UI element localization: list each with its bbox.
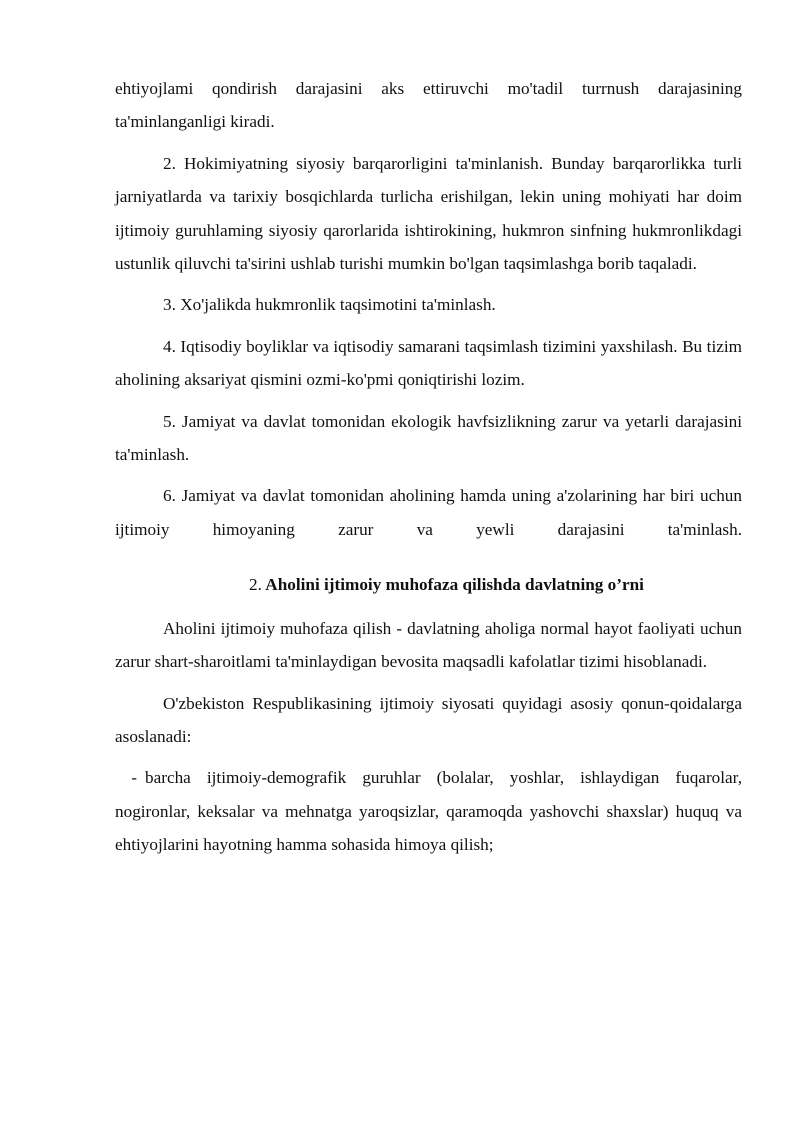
paragraph-definition: Aholini ijtimoiy muhofaza qilish - davlatning aholiga normal hayot faoliyati uchun zarur shart-sharoitlami ta'minlaydigan bevosita maqsadli kafolatlar tizimi hisoblanadi. <box>115 618 742 672</box>
section-heading-number: 2. <box>249 575 262 595</box>
list-item-economic-power: 3. Xo'jalikda hukmronlik taqsimotini ta'minlash. <box>163 295 496 315</box>
dash-list-item <box>115 761 742 861</box>
list-item-wealth-distribution: 4. Iqtisodiy boyliklar va iqtisodiy samarani taqsimlash tizimini yaxshilash. Bu tizim aholining aksariyat qismini ozmi-ko'pmi qoniqtirishi lozim. <box>115 336 742 390</box>
document-page <box>115 72 742 870</box>
paragraph-policy: O'zbekiston Respublikasining ijtimoiy siyosati quyidagi asosiy qonun-qoidalarga asoslanadi: <box>115 693 742 746</box>
section-heading <box>115 568 742 601</box>
paragraph-continued: ehtiyojlami qondirish darajasini aks ettiruvchi mo'tadil turrnush darajasining ta'minlanganligi kiradi. <box>115 79 742 132</box>
list-item-social-protection: 6. Jamiyat va davlat tomonidan aholining hamda uning a'zolarining har biri uchun ijtimoiy himoyaning zarur va yewli darajasini ta'minlash. <box>115 486 742 539</box>
dash-list-item-text: barcha ijtimoiy-demografik guruhlar (bolalar, yoshlar, ishlaydigan fuqarolar, nogironlar, keksalar va mehnatga yaroqsizlar, qaramoqda yashovchi shaxslar) huquq va ehtiyojlarini hayotning hamma sohasida himoya qilish; <box>115 768 742 855</box>
section-heading-text: Aholini ijtimoiy muhofaza qilishda davlatning o’rni <box>265 575 644 595</box>
list-item-political-stability: 2. Hokimiyatning siyosiy barqarorligini ta'minlanish. Bunday barqarorlikka turli jarniyatlarda va tarixiy bosqichlarda turlicha erishilgan, lekin uning mohiyati har doim ijtimoiy guruhlaming siyosiy qarorlarida ishtirokining, hukmron sinfning hukmronlikdagi ustunlik qiluvchi ta'sirini ushlab turishi mumkin bo'lgan taqsimlashga borib taqaladi. <box>115 153 742 274</box>
list-item-ecological-safety: 5. Jamiyat va davlat tomonidan ekologik havfsizlikning zarur va yetarli darajasini ta'minlash. <box>115 411 742 465</box>
dash-bullet: - <box>131 768 137 788</box>
